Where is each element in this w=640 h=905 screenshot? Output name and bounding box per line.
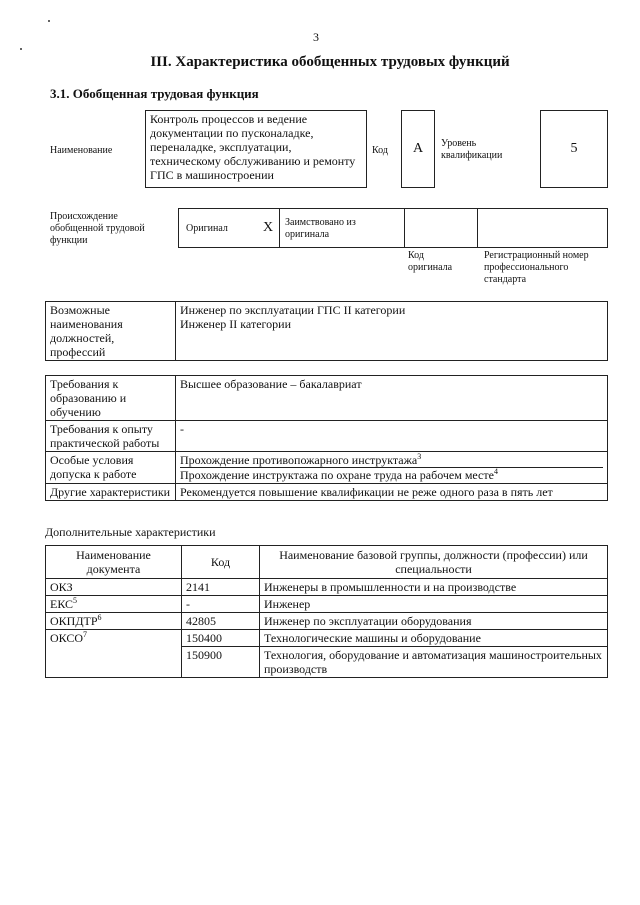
gtf-code-label: Код [372, 145, 388, 156]
position-item: Инженер по эксплуатации ГПС II категории [180, 303, 406, 317]
origin-divider [404, 209, 405, 247]
positions-table [45, 301, 608, 361]
gtf-code-value: А [412, 141, 424, 156]
gtf-name-box [145, 110, 367, 188]
subsection-title: 3.1. Обобщенная трудовая функция [50, 86, 259, 101]
conditions-label: Особые условия допуска к работе [46, 452, 176, 484]
condition-item: Прохождение инструктажа по охране труда на рабочем месте$^4$ [180, 467, 498, 482]
origin-code-caption: Код оригинала [408, 250, 453, 273]
conditions-value [176, 452, 608, 484]
position-item: Инженер II категории [180, 317, 291, 331]
additional-title: Дополнительные характеристики [45, 525, 216, 539]
page-number: 3 [313, 30, 319, 44]
doc-name: ЕКС [50, 597, 74, 611]
positions-value [176, 302, 608, 361]
gtf-level-box [540, 110, 608, 188]
header-code: Код [182, 546, 260, 579]
other-value: Рекомендуется повышение квалификации не реже одного раза в пять лет [176, 484, 608, 501]
section-title: III. Характеристика обобщенных трудовых функций [150, 54, 510, 70]
education-label: Требования к образованию и обучению [46, 376, 176, 421]
table-row: ОКСО$^7$ 150400 Технологические машины и оборудование [46, 630, 608, 647]
origin-divider [477, 209, 478, 247]
experience-value: - [176, 421, 608, 452]
experience-label: Требования к опыту практической работы [46, 421, 176, 452]
doc-title: Технология, оборудование и автоматизация машиностроительных производств [260, 647, 608, 678]
table-row: ОКПДТР$^6$ 42805 Инженер по эксплуатации оборудования [46, 613, 608, 630]
origin-original-mark: X [263, 220, 274, 235]
doc-code: 150900 [182, 647, 260, 678]
table-row [46, 579, 608, 596]
origin-table [178, 208, 608, 248]
gtf-name-value: Контроль процессов и ведение документации по пусконаладке, переналадке, эксплуатации, техническому обслуживанию и ремонту ГПС в машиностроении [150, 112, 356, 182]
scan-speck [20, 48, 22, 50]
gtf-level-label: Уровень квалификации [441, 138, 503, 161]
origin-label: Происхождение обобщенной трудовой функции [50, 211, 145, 246]
education-value: Высшее образование – бакалавриат [176, 376, 608, 421]
doc-code: 150400 [182, 630, 260, 647]
gtf-code-box [401, 110, 435, 188]
header-name: Наименование базовой группы, должности (профессии) или специальности [260, 546, 608, 579]
gtf-name-label: Наименование [50, 145, 113, 156]
doc-title: Технологические машины и оборудование [260, 630, 608, 647]
doc-title: Инженеры в промышленности и на производстве [260, 579, 608, 596]
additional-table [45, 545, 608, 678]
doc-code: - [182, 596, 260, 613]
condition-item: Прохождение противопожарного инструктажа$^3$ [180, 453, 603, 468]
doc-code: 2141 [182, 579, 260, 596]
other-label: Другие характеристики [46, 484, 176, 501]
doc-name: ОКСО [50, 631, 84, 645]
positions-label: Возможные наименования должностей, профессий [46, 302, 176, 361]
origin-reg-caption: Регистрационный номер профессионального стандарта [484, 250, 589, 285]
doc-name: ОКПДТР [50, 614, 98, 628]
doc-title: Инженер по эксплуатации оборудования [260, 613, 608, 630]
origin-borrowed-label: Заимствовано из оригинала [285, 217, 356, 240]
doc-code: 42805 [182, 613, 260, 630]
gtf-level-value: 5 [570, 141, 578, 156]
header-doc: Наименование документа [46, 546, 182, 579]
scan-speck [48, 20, 50, 22]
origin-original-label: Оригинал [186, 223, 228, 234]
requirements-table [45, 375, 608, 501]
doc-title: Инженер [260, 596, 608, 613]
doc-name: ОКЗ [50, 580, 73, 594]
table-row: ЕКС$^5$ - Инженер [46, 596, 608, 613]
origin-divider [279, 209, 280, 247]
